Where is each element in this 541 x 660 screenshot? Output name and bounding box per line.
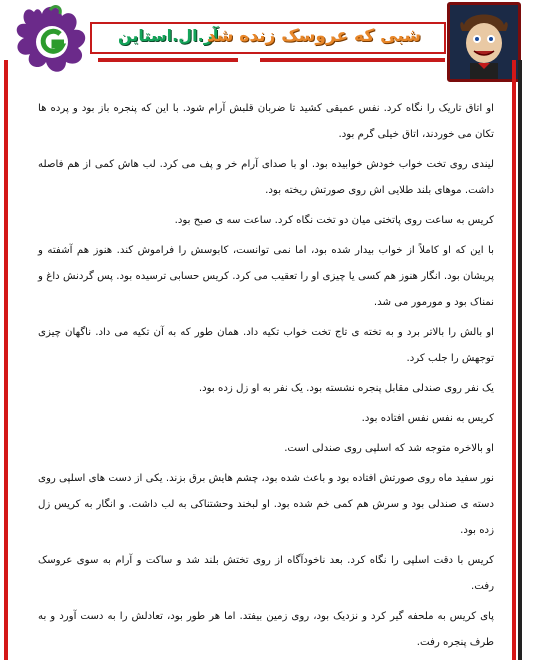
paragraph: نور سفید ماه روی صورتش افتاده بود و باعث شده بود، چشم هایش برق بزند. یکی از دست های اسلپی روی دسته ی صندلی بود و سرش هم کمی خم شده بود. او لبخند وحشتناکی به لب داشت. و انگار به کریس زل زده بود. (38, 473, 494, 536)
paragraph: کریس با دقت اسلپی را نگاه کرد. بعد ناخودآگاه از روی تختش بلند شد و ساکت و آرام به سوی عروسک رفت. (38, 555, 494, 592)
paragraph: او بالش را بالاتر برد و به تخته ی تاج تخت خواب تکیه داد. همان طور که به آن تکیه می داد. ناگهان چیزی توجهش را جلب کرد. (38, 327, 494, 364)
right-border (512, 60, 516, 660)
paragraph: او بالاخره متوجه شد که اسلپی روی صندلی است. (284, 443, 494, 454)
paragraph: او اتاق تاریک را نگاه کرد. نفس عمیقی کشید تا ضربان قلبش آرام شود. با این که پنجره باز بود و پرده ها تکان می خوردند، اتاق خیلی گرم بود. (38, 103, 494, 140)
paragraph: با این که او کاملاً از خواب بیدار شده بود، اما نمی توانست، کابوسش را فراموش کند. هنوز هم آشفته و پریشان بود. انگار هنوز هم کسی یا چیزی او را تعقیب می کرد. کریس حسابی ترسیده بود. پس گردنش داغ و نمناک بود و مورمور می شد. (38, 245, 494, 308)
story-text (38, 96, 494, 660)
header (0, 0, 541, 86)
paragraph: پای کریس به ملحفه گیر کرد و نزدیک بود، روی زمین بیفتد. اما هر طور بود، تعادلش را به دست آورد و به طرف پنجره رفت. (38, 611, 494, 648)
paragraph: کریس به نفس نفس افتاده بود. (361, 413, 494, 424)
paragraph: کریس به ساعت روی پاتختی میان دو تخت نگاه کرد. ساعت سه ی صبح بود. (174, 215, 494, 226)
banner-stripe (260, 58, 445, 62)
paragraph: لیندی روی تخت خواب خودش خوابیده بود. او با صدای آرام خر و پف می کرد. لب هاش کمی از هم فاصله داشت. موهای بلند طلایی اش روی صورتش ریخته بود. (38, 159, 494, 196)
book-title: شبی که عروسک زنده شد (206, 26, 421, 46)
author-name: آر.ال.استاین (118, 26, 219, 45)
right-border-shadow (518, 60, 522, 660)
dummy-portrait (447, 2, 521, 82)
banner-stripe (98, 58, 238, 62)
publisher-logo (6, 2, 92, 84)
paragraph: یک نفر روی صندلی مقابل پنجره نشسته بود. یک نفر به او زل زده بود. (198, 383, 494, 394)
left-border (4, 60, 8, 660)
